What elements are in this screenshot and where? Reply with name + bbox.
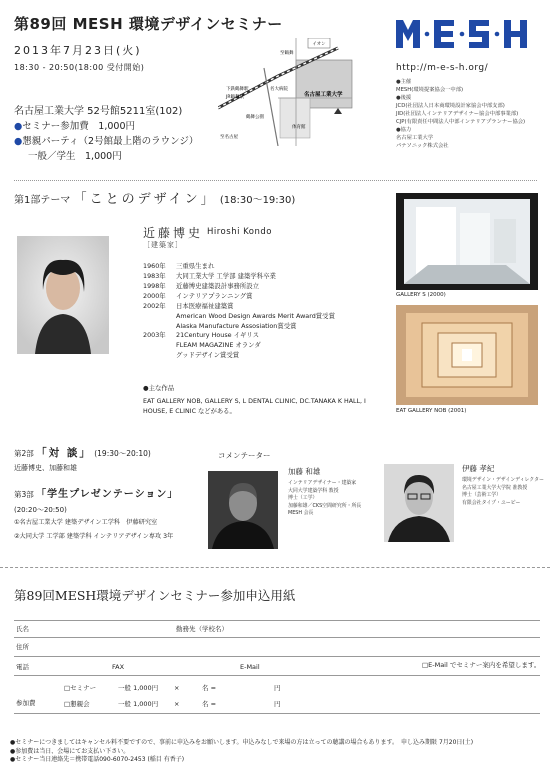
- speaker-name-en: Hiroshi Kondo: [207, 227, 272, 237]
- map-label-hospital: 名大病院: [270, 87, 288, 92]
- times-sign: ×: [174, 684, 180, 692]
- bio-row: 2003年 21Century House イギリス: [143, 331, 260, 340]
- bio-row: FLEAM MAGAZINE オランダ: [176, 341, 261, 350]
- map-label-south: 至名古屋: [220, 135, 238, 140]
- works-heading: ●主な作品: [143, 384, 175, 392]
- bullet-icon: ●: [14, 121, 23, 132]
- commentator-kato-name: 加藤 和雄: [288, 467, 321, 476]
- application-form: [14, 620, 540, 714]
- commentators-heading: コメンテーター: [218, 451, 271, 460]
- part2-participants: 近藤博史、加藤和雄: [14, 464, 77, 472]
- sponsor-line: ●後援: [396, 94, 412, 101]
- form-label-work: 勤務先（学校名）: [176, 625, 228, 633]
- form-row-name[interactable]: [14, 620, 540, 638]
- sponsor-line: CJP(有限責任中間法人中部インテリアプランナー協会): [396, 118, 526, 125]
- bio-row: 1998年 近藤博史建築設計事務所設立: [143, 281, 260, 290]
- part3-presenter: ②大同大学 工学部 建築学科 インテリアデザイン専攻 3年: [14, 533, 174, 540]
- park-block: [280, 98, 310, 138]
- map-label-nit: 名古屋工業大学: [304, 92, 343, 98]
- email-opt-in-checkbox[interactable]: □E-Mail でセミナー案内を希望します。: [422, 661, 541, 669]
- part3-label: 第3部: [14, 490, 34, 499]
- form-row-address[interactable]: [14, 638, 540, 657]
- bio-row: 1983年 大同工業大学 工学部 建築学科卒業: [143, 271, 276, 280]
- part3-presenter: ①名古屋工業大学 建築デザイン工学科 伊藤研究室: [14, 519, 158, 526]
- bio-row: 2000年 インテリアプランニング賞: [143, 291, 253, 300]
- map-label-sub: 下鉄鶴舞駅: [226, 87, 249, 92]
- commentator-kato-photo: [208, 471, 278, 549]
- part3-time: (20:20～20:50): [14, 506, 67, 514]
- bio-row: 1960年 三重県生まれ: [143, 262, 215, 270]
- speaker-bio: [143, 262, 335, 361]
- form-row-fee: [14, 676, 540, 714]
- bio-row: Alaska Manufacture Assosiation賞受賞: [176, 321, 297, 330]
- sponsor-line: ●主催: [396, 79, 412, 85]
- footer-note: ●参加費は当日、会場にてお支払い下さい。: [10, 747, 130, 755]
- website-url[interactable]: http://m-e-s-h.org/: [396, 63, 489, 73]
- bio-row: American Wood Design Awards Merit Award賞受賞: [176, 311, 335, 320]
- form-label-fax: FAX: [112, 663, 125, 671]
- sponsor-list: [396, 79, 546, 150]
- map-label-sta1: 至鶴舞: [280, 51, 294, 56]
- form-row-contact[interactable]: [14, 657, 540, 676]
- part2-time: (19:30～20:10): [94, 449, 151, 458]
- gallery-s-caption: GALLERY S (2000): [396, 292, 446, 298]
- part1-theme: 「ことのデザイン」: [73, 192, 217, 207]
- sponsor-line: MESH(環境提案協会一中部): [396, 86, 464, 93]
- party-count-field[interactable]: 名 =: [202, 700, 217, 708]
- part1-heading: [14, 191, 295, 209]
- form-label-name: 氏名: [16, 625, 29, 633]
- bio-row: 2002年 日本医療福祉建築賞: [143, 301, 234, 310]
- commentator-ito-desc: 環境デザイン・デザインディレクター 名古屋工業大学大学院 准教授 博士（芸術工学） 有限会社タイプ・ユーピー: [462, 477, 544, 506]
- form-label-email: E-Mail: [240, 663, 260, 671]
- sponsor-line: ●協力: [396, 126, 412, 133]
- footer-notes: [10, 739, 473, 765]
- eat-gallery-nob-photo: [396, 305, 538, 405]
- footer-note: ●セミナーにつきましてはキャンセル料不要ですので、事前に申込みをお願いします。申込みなしで来場の方は立っての聴講の場合もあります。 申し込み期限 7月20日(土): [10, 739, 474, 746]
- venue-map: [218, 38, 358, 146]
- event-venue: 名古屋工業大学 52号館5211室(102): [14, 106, 183, 117]
- speaker-role: ［建築家］: [143, 241, 183, 249]
- part3-heading: [14, 488, 178, 502]
- part1-label: 第1部テーマ: [14, 195, 71, 206]
- times-sign: ×: [174, 700, 180, 708]
- cut-line: [0, 567, 550, 568]
- form-label-address: 住所: [16, 643, 29, 651]
- mesh-logo: [394, 16, 536, 52]
- seminar-total-field[interactable]: 円: [274, 684, 281, 692]
- sponsor-line: パナソニック株式会社: [396, 142, 449, 149]
- sponsor-line: JID(社団法人インテリアデザイナー協会中部事業部): [396, 110, 519, 117]
- commentator-kato-desc: インテリアデザイナー・建築家 大同大学建築学科 教授 博士（工学） 加藤和雄／CKS空間研究所・所長 MESH 会長: [288, 480, 362, 517]
- sponsor-line: JCD(社団法人日本商環境設計家協会中部支部): [396, 102, 505, 109]
- map-label-gym: 体育館: [292, 125, 306, 130]
- event-time: 18:30 - 20:50(18:00 受付開始): [14, 63, 145, 72]
- bio-row: グッドデザイン賞受賞: [176, 351, 240, 360]
- section-divider: [14, 180, 537, 181]
- eat-gallery-nob-caption: EAT GALLERY NOB (2001): [396, 408, 467, 414]
- part2-heading: [14, 446, 151, 460]
- form-title: 第89回MESH環境デザインセミナー参加申込用紙: [14, 588, 296, 603]
- speaker-portrait: [17, 236, 109, 354]
- party-fee: 一般 1,000円: [118, 700, 159, 708]
- speaker-name: 近藤博史: [143, 226, 204, 240]
- part3-title: 「学生プレゼンテーション」: [36, 489, 179, 500]
- event-date: 2013年7月23日(火): [14, 44, 142, 57]
- part2-title: 「対 談」: [36, 447, 92, 459]
- seminar-count-field[interactable]: 名 =: [202, 684, 217, 692]
- seminar-checkbox[interactable]: □セミナー: [64, 684, 97, 692]
- seminar-fee: 一般 1,000円: [118, 684, 159, 692]
- map-label-aeon: イオン: [312, 42, 326, 47]
- form-label-phone: 電話: [16, 663, 29, 671]
- form-label-fee: 参加費: [16, 699, 36, 707]
- party-total-field[interactable]: 円: [274, 700, 281, 708]
- map-label-jr: JR鶴舞駅: [226, 95, 244, 100]
- sponsor-line: 名古屋工業大学: [396, 134, 434, 141]
- works-list: EAT GALLERY NOB, GALLERY S, L DENTAL CLINIC, DC.TANAKA K HALL, I HOUSE, E CLINIC などがある。: [143, 398, 366, 415]
- commentator-ito-name: 伊藤 孝紀: [462, 464, 495, 473]
- fee-party: ●懇親パーティ（2号館最上階のラウンジ）: [14, 136, 199, 147]
- map-label-park: 鶴舞公園: [246, 115, 264, 120]
- page-title: 第89回 MESH 環境デザインセミナー: [14, 15, 283, 33]
- bullet-icon: ●: [14, 136, 23, 147]
- footer-note: ●セミナー当日連絡先＝携帯電話090-6070-2453 (稲目 有香子): [10, 756, 185, 764]
- fee-party-detail: 一般／学生 1,000円: [28, 151, 122, 162]
- part2-label: 第2部: [14, 449, 34, 458]
- commentator-ito-photo: [384, 464, 454, 542]
- party-checkbox[interactable]: □懇親会: [64, 700, 90, 708]
- fee-seminar: ●セミナー参加費 1,000円: [14, 121, 135, 132]
- gallery-s-photo: [396, 193, 538, 290]
- part1-time: (18:30～19:30): [219, 195, 296, 206]
